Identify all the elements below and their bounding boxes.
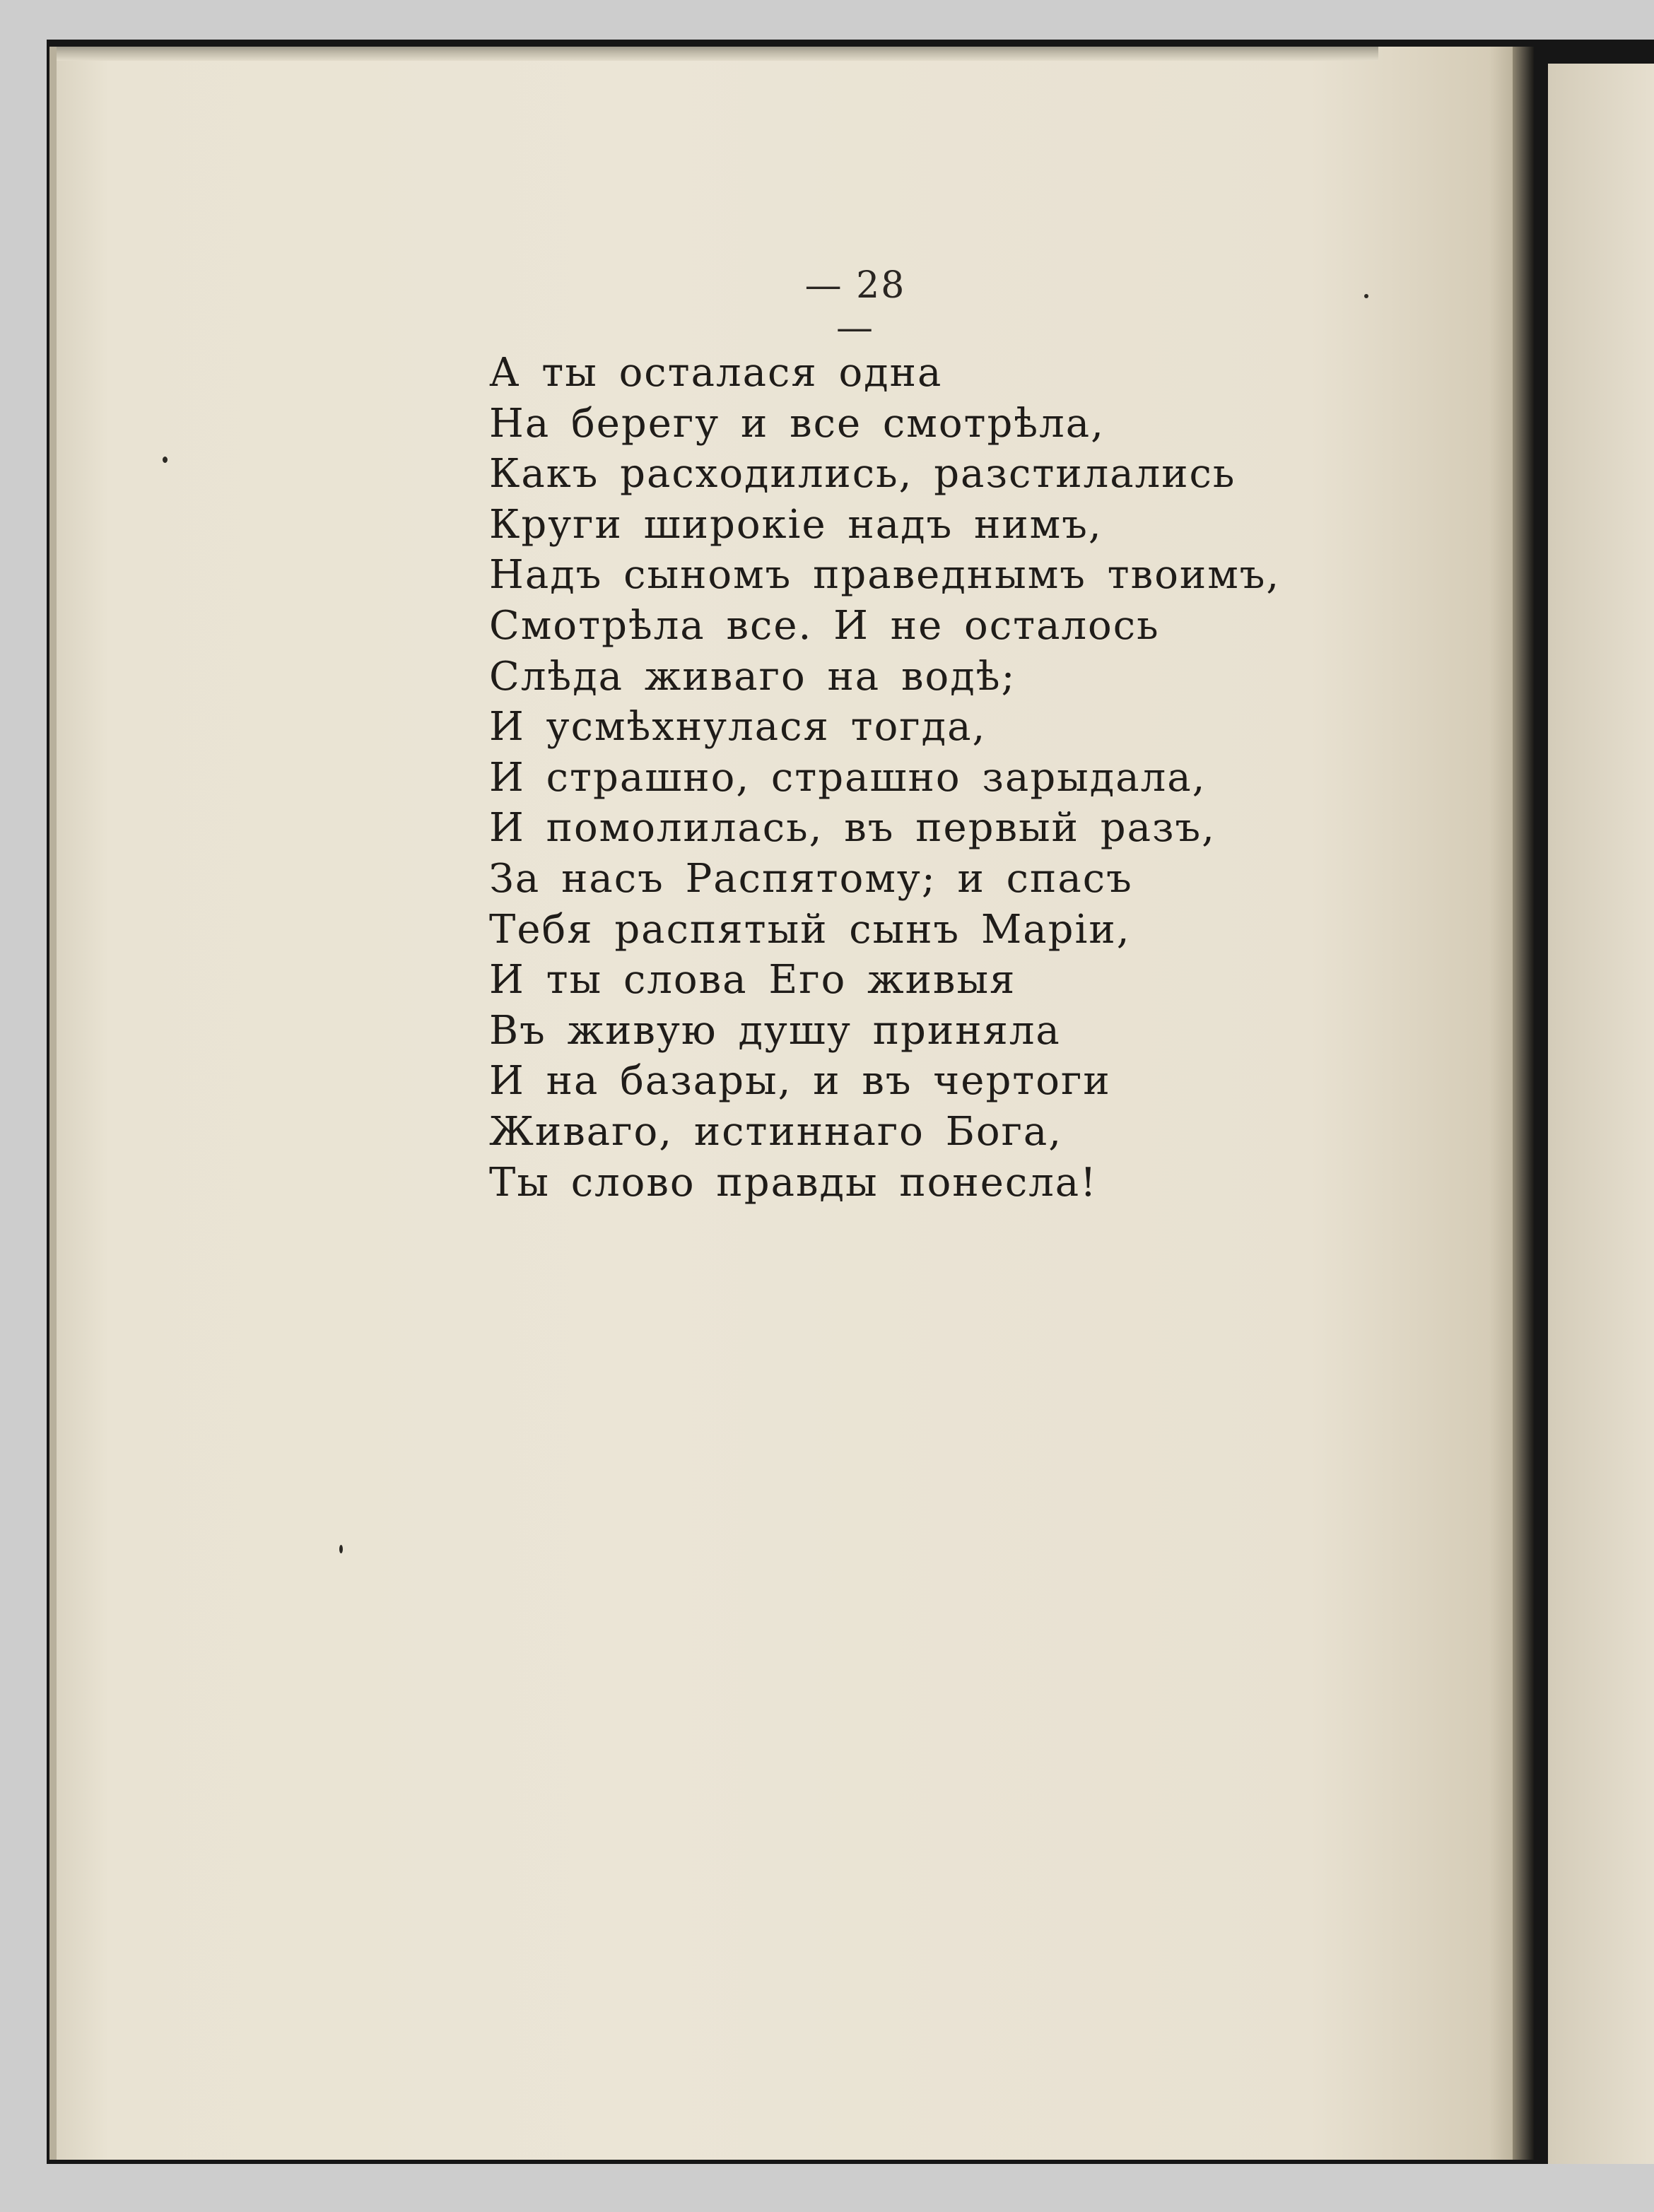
poem-line: И страшно, страшно зарыдала, (489, 754, 1207, 801)
poem-line: И на базары, и въ чертоги (489, 1058, 1111, 1105)
poem-line: Живаго, истиннаго Бога, (489, 1108, 1063, 1155)
book-spine-shadow (1513, 47, 1534, 2160)
poem-line: Круги широкіе надъ нимъ, (489, 501, 1103, 548)
poem-line: И ты слова Его живыя (489, 957, 1016, 1004)
page-left-edge (49, 47, 57, 2160)
poem-line: На берегу и все смотрѣла, (489, 400, 1105, 447)
poem-text (489, 348, 1337, 1208)
poem-line: Тебя распятый сынъ Маріи, (489, 906, 1131, 953)
ink-speck (1364, 294, 1368, 298)
poem-line: И усмѣхнулася тогда, (489, 704, 987, 751)
poem-line: Въ живую душу приняла (489, 1007, 1061, 1054)
page-top-edge (49, 47, 1378, 61)
poem-line: Надъ сыномъ праведнымъ твоимъ, (489, 552, 1281, 599)
poem-line: Слѣда живаго на водѣ; (489, 653, 1016, 700)
ink-speck (163, 457, 168, 463)
page-number: — 28 — (804, 264, 906, 349)
poem-line: Какъ расходились, разстилались (489, 451, 1236, 498)
ink-speck (339, 1545, 343, 1553)
poem-line: И помолилась, въ первый разъ, (489, 805, 1216, 852)
next-page-edge (1548, 64, 1654, 2164)
poem-line: Ты слово правды понесла! (489, 1159, 1098, 1206)
book-page (49, 47, 1534, 2160)
poem-line: Смотрѣла все. И не осталось (489, 602, 1160, 649)
poem-line: А ты осталася одна (489, 350, 943, 396)
poem-line: За насъ Распятому; и спасъ (489, 855, 1133, 902)
